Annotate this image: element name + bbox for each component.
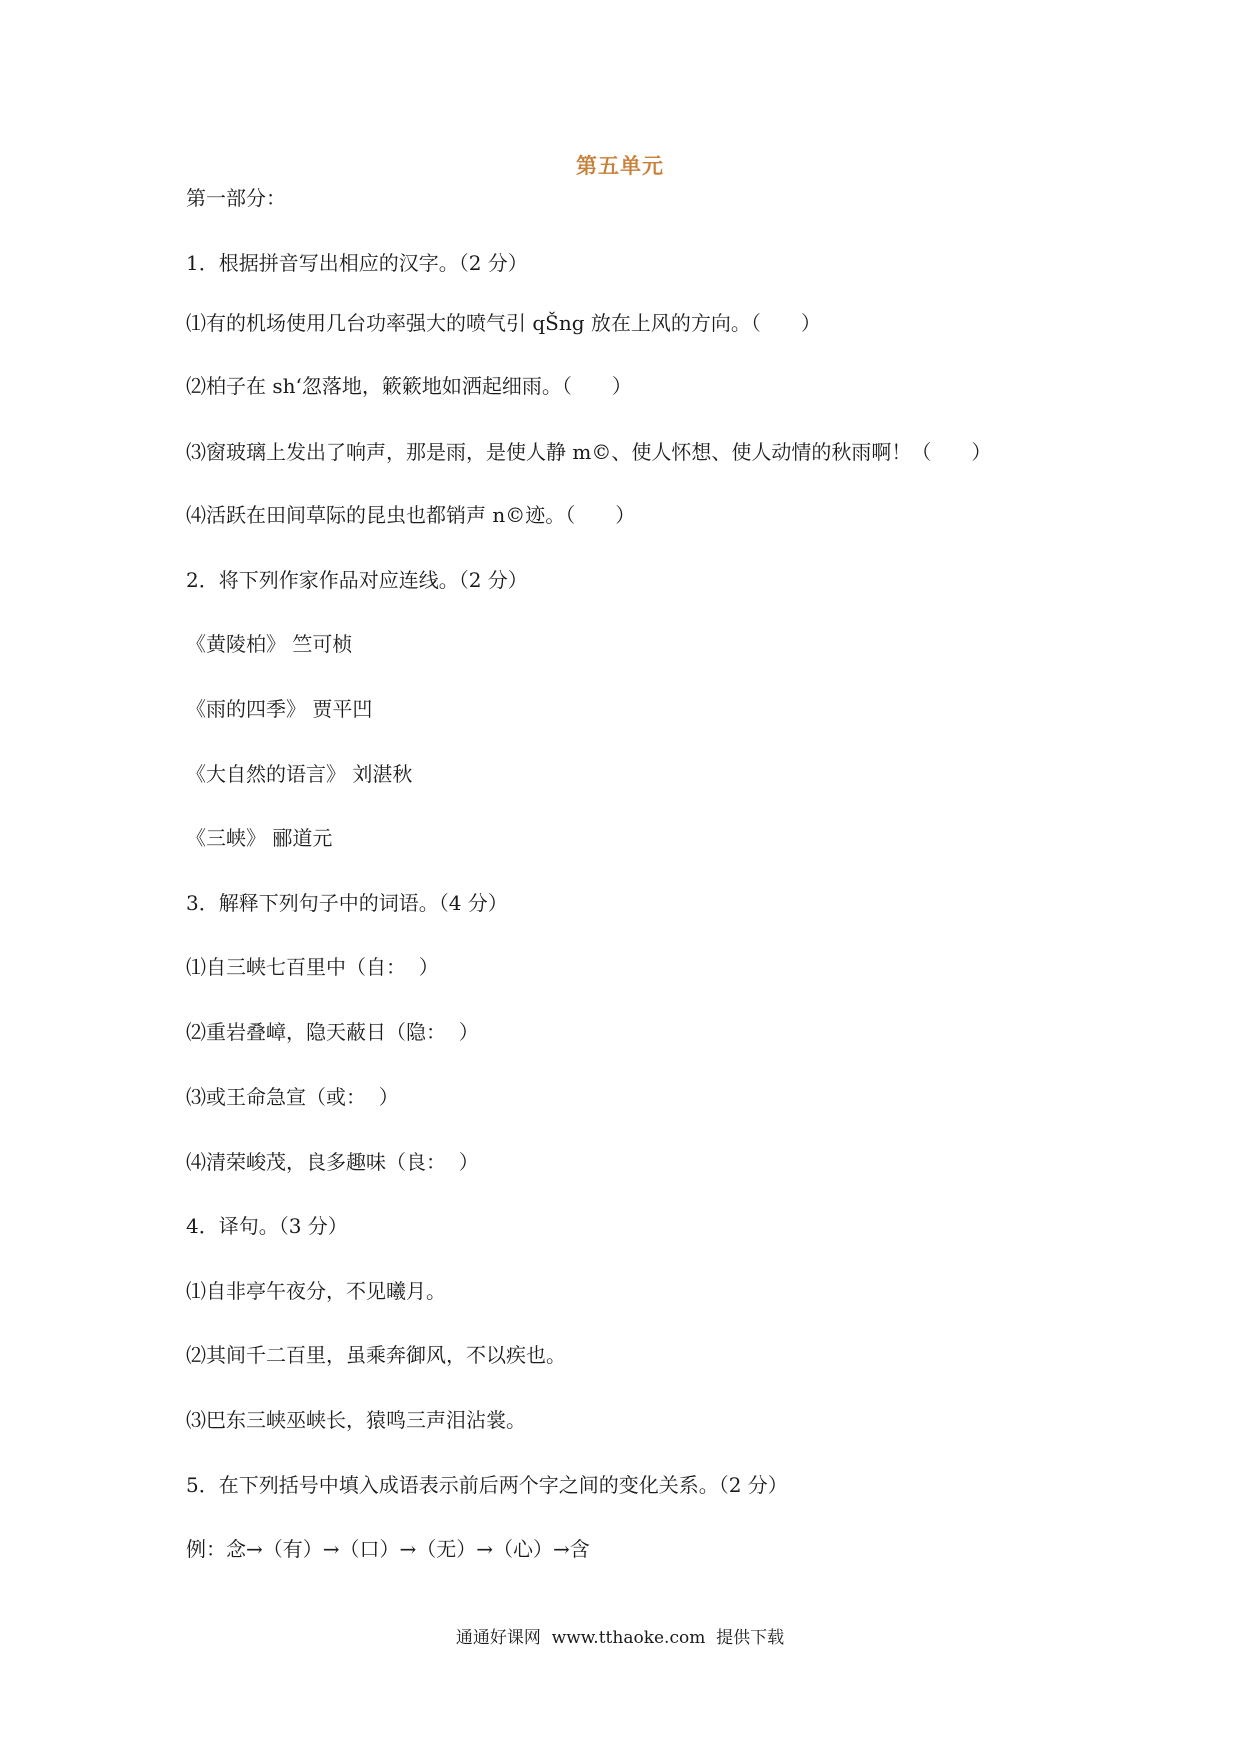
question-3-item: ⑴自三峡七百里中（自： ） [186, 955, 439, 979]
question-2-item: 《雨的四季》 贾平凹 [186, 697, 373, 721]
question-1-prompt: 1．根据拼音写出相应的汉字。（2 分） [186, 251, 528, 275]
question-4-item: ⑴自非亭午夜分，不见曦月。 [186, 1279, 446, 1303]
page-footer: 通通好课网 www.tthaoke.com 提供下载 [455, 1628, 785, 1648]
question-3-prompt: 3．解释下列句子中的词语。（4 分） [186, 891, 508, 915]
question-2-item: 《黄陵柏》 竺可桢 [186, 632, 353, 656]
page-title: 第五单元 [576, 153, 664, 178]
question-2-item: 《三峡》 郦道元 [186, 826, 333, 850]
question-3-item: ⑵重岩叠嶂，隐天蔽日（隐： ） [186, 1020, 479, 1044]
question-5-prompt: 5．在下列括号中填入成语表示前后两个字之间的变化关系。（2 分） [186, 1473, 788, 1497]
question-2-prompt: 2．将下列作家作品对应连线。（2 分） [186, 568, 528, 592]
question-1-item: ⑵柏子在 sh‘忽落地，簌簌地如洒起细雨。（ ） [186, 374, 632, 398]
question-4-item: ⑵其间千二百里，虽乘奔御风，不以疾也。 [186, 1343, 566, 1367]
question-5-example: 例：念→（有）→（口）→（无）→（心）→含 [186, 1537, 590, 1561]
question-2-item: 《大自然的语言》 刘湛秋 [186, 762, 413, 786]
question-1-item: ⑶窗玻璃上发出了响声，那是雨，是使人静 m©、使人怀想、使人动情的秋雨啊！（ ） [186, 440, 992, 464]
question-3-item: ⑶或王命急宣（或： ） [186, 1085, 399, 1109]
question-1-item: ⑴有的机场使用几台功率强大的喷气引 qŠng 放在上风的方向。（ ） [186, 311, 821, 335]
question-4-item: ⑶巴东三峡巫峡长，猿鸣三声泪沾裳。 [186, 1408, 526, 1432]
section-heading: 第一部分： [186, 186, 286, 210]
question-3-item: ⑷清荣峻茂，良多趣味（良： ） [186, 1150, 479, 1174]
question-4-prompt: 4．译句。（3 分） [186, 1214, 348, 1238]
question-1-item: ⑷活跃在田间草际的昆虫也都销声 n©迹。（ ） [186, 503, 636, 527]
